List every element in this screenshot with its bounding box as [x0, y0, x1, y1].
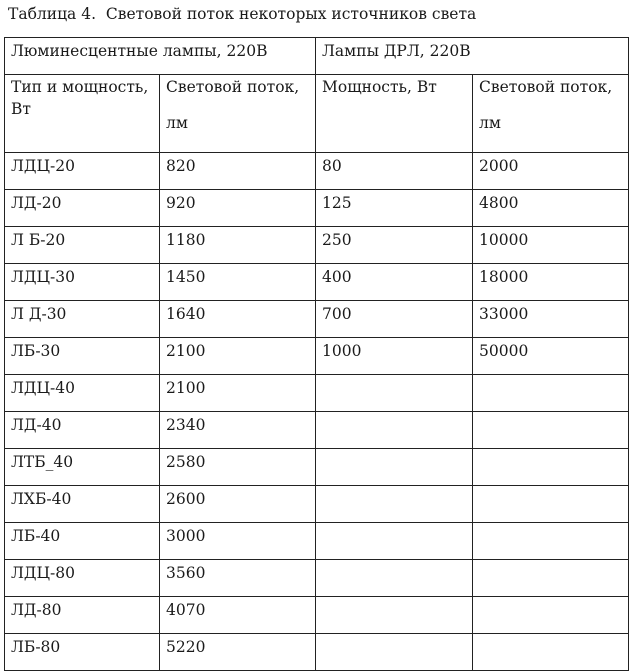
- cell-fluorescent-flux: 2580: [160, 449, 316, 486]
- col-header-power-drl: Мощность, Вт: [316, 75, 473, 153]
- cell-drl-flux: 4800: [473, 190, 629, 227]
- table-row: [5, 412, 629, 449]
- cell-lamp-type: ЛБ-80: [5, 634, 160, 671]
- table-row: [5, 338, 629, 375]
- cell-drl-power: [316, 560, 473, 597]
- group-header-row: [5, 38, 629, 75]
- cell-drl-flux: 33000: [473, 301, 629, 338]
- group-drl-header: Лампы ДРЛ, 220В: [316, 38, 629, 75]
- cell-fluorescent-flux: 2100: [160, 375, 316, 412]
- col-header-flux-fluorescent-unit: лм: [166, 114, 188, 132]
- table-row: [5, 375, 629, 412]
- table-row: [5, 449, 629, 486]
- cell-drl-power: 250: [316, 227, 473, 264]
- cell-drl-flux: 2000: [473, 153, 629, 190]
- cell-drl-power: [316, 375, 473, 412]
- cell-drl-flux: [473, 412, 629, 449]
- cell-drl-flux: 10000: [473, 227, 629, 264]
- cell-lamp-type: ЛД-40: [5, 412, 160, 449]
- cell-fluorescent-flux: 2600: [160, 486, 316, 523]
- cell-drl-power: 700: [316, 301, 473, 338]
- table-row: [5, 523, 629, 560]
- cell-fluorescent-flux: 2340: [160, 412, 316, 449]
- table-row: [5, 227, 629, 264]
- cell-drl-power: [316, 412, 473, 449]
- cell-fluorescent-flux: 3560: [160, 560, 316, 597]
- col-header-flux-fluorescent: [160, 75, 316, 153]
- col-header-flux-fluorescent-line1: Световой поток,: [166, 78, 300, 96]
- cell-drl-power: 125: [316, 190, 473, 227]
- col-header-flux-drl: [473, 75, 629, 153]
- col-header-type-power: Тип и мощность, Вт: [5, 75, 160, 153]
- table-row: [5, 190, 629, 227]
- cell-lamp-type: ЛД-20: [5, 190, 160, 227]
- table-row: [5, 634, 629, 671]
- cell-lamp-type: Л Д-30: [5, 301, 160, 338]
- table-row: [5, 560, 629, 597]
- cell-fluorescent-flux: 4070: [160, 597, 316, 634]
- cell-drl-power: [316, 449, 473, 486]
- table-caption: Таблица 4. Световой поток некоторых источников света: [8, 5, 477, 23]
- cell-drl-flux: [473, 486, 629, 523]
- cell-fluorescent-flux: 1180: [160, 227, 316, 264]
- cell-drl-flux: [473, 449, 629, 486]
- table-row: [5, 301, 629, 338]
- col-header-flux-drl-line1: Световой поток,: [479, 78, 613, 96]
- cell-lamp-type: ЛДЦ-80: [5, 560, 160, 597]
- cell-lamp-type: ЛДЦ-30: [5, 264, 160, 301]
- table-row: [5, 486, 629, 523]
- cell-lamp-type: ЛТБ_40: [5, 449, 160, 486]
- cell-drl-power: 80: [316, 153, 473, 190]
- col-header-flux-drl-unit: лм: [479, 114, 501, 132]
- cell-lamp-type: ЛДЦ-40: [5, 375, 160, 412]
- cell-drl-flux: 18000: [473, 264, 629, 301]
- column-header-row: [5, 75, 629, 153]
- table-body: [5, 38, 629, 671]
- cell-lamp-type: ЛДЦ-20: [5, 153, 160, 190]
- cell-fluorescent-flux: 1450: [160, 264, 316, 301]
- cell-drl-power: [316, 486, 473, 523]
- cell-drl-power: [316, 523, 473, 560]
- cell-drl-power: 400: [316, 264, 473, 301]
- table-row: [5, 153, 629, 190]
- cell-lamp-type: ЛХБ-40: [5, 486, 160, 523]
- cell-drl-power: [316, 597, 473, 634]
- cell-drl-power: 1000: [316, 338, 473, 375]
- cell-fluorescent-flux: 5220: [160, 634, 316, 671]
- cell-drl-flux: 50000: [473, 338, 629, 375]
- group-fluorescent-header: Люминесцентные лампы, 220В: [5, 38, 316, 75]
- cell-drl-power: [316, 634, 473, 671]
- cell-fluorescent-flux: 920: [160, 190, 316, 227]
- cell-fluorescent-flux: 3000: [160, 523, 316, 560]
- cell-fluorescent-flux: 1640: [160, 301, 316, 338]
- cell-lamp-type: ЛБ-40: [5, 523, 160, 560]
- cell-fluorescent-flux: 820: [160, 153, 316, 190]
- cell-lamp-type: ЛБ-30: [5, 338, 160, 375]
- cell-fluorescent-flux: 2100: [160, 338, 316, 375]
- light-flux-table: [4, 37, 629, 671]
- cell-lamp-type: Л Б-20: [5, 227, 160, 264]
- cell-drl-flux: [473, 634, 629, 671]
- table-row: [5, 597, 629, 634]
- cell-drl-flux: [473, 523, 629, 560]
- table-row: [5, 264, 629, 301]
- cell-lamp-type: ЛД-80: [5, 597, 160, 634]
- cell-drl-flux: [473, 560, 629, 597]
- cell-drl-flux: [473, 597, 629, 634]
- cell-drl-flux: [473, 375, 629, 412]
